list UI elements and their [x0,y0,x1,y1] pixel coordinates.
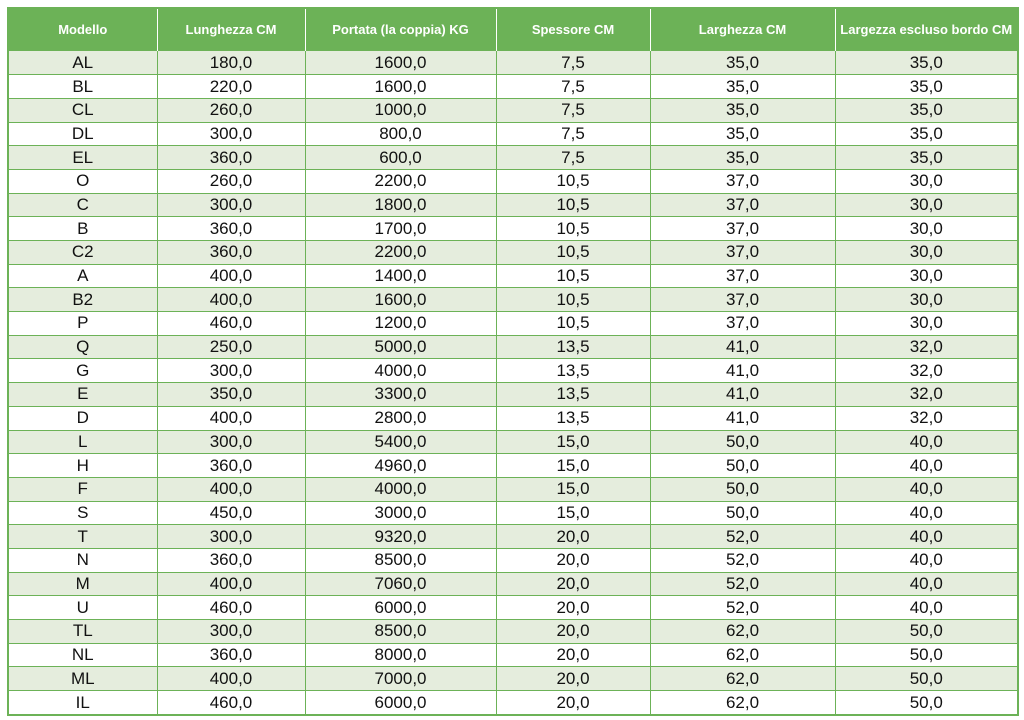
cell-lunghezza: 300,0 [157,620,305,644]
cell-larghezza: 37,0 [650,169,835,193]
cell-larghezza: 41,0 [650,383,835,407]
cell-lunghezza: 180,0 [157,51,305,75]
table-row [9,596,1017,620]
cell-modello: M [9,572,157,596]
cell-portata: 8500,0 [305,620,496,644]
cell-lunghezza: 400,0 [157,477,305,501]
cell-larghezza: 62,0 [650,667,835,691]
column-header-modello: Modello [9,9,157,51]
cell-largezza-escluso-bordo: 30,0 [835,241,1017,265]
table-row [9,525,1017,549]
cell-modello: O [9,169,157,193]
cell-larghezza: 52,0 [650,548,835,572]
table-row [9,477,1017,501]
cell-portata: 2200,0 [305,241,496,265]
cell-largezza-escluso-bordo: 32,0 [835,359,1017,383]
cell-spessore: 20,0 [496,596,650,620]
cell-lunghezza: 360,0 [157,217,305,241]
cell-lunghezza: 260,0 [157,169,305,193]
table-row [9,122,1017,146]
cell-largezza-escluso-bordo: 35,0 [835,98,1017,122]
cell-modello: T [9,525,157,549]
table-row [9,501,1017,525]
cell-portata: 6000,0 [305,596,496,620]
cell-modello: P [9,312,157,336]
cell-larghezza: 41,0 [650,406,835,430]
cell-portata: 1700,0 [305,217,496,241]
table-body [9,51,1017,714]
cell-spessore: 7,5 [496,146,650,170]
cell-lunghezza: 360,0 [157,454,305,478]
table-row [9,169,1017,193]
cell-portata: 800,0 [305,122,496,146]
cell-largezza-escluso-bordo: 30,0 [835,169,1017,193]
cell-lunghezza: 260,0 [157,98,305,122]
cell-spessore: 20,0 [496,643,650,667]
cell-modello: AL [9,51,157,75]
cell-lunghezza: 400,0 [157,406,305,430]
cell-spessore: 13,5 [496,359,650,383]
cell-larghezza: 35,0 [650,75,835,99]
cell-portata: 2200,0 [305,169,496,193]
cell-lunghezza: 400,0 [157,288,305,312]
cell-spessore: 15,0 [496,501,650,525]
table-row [9,643,1017,667]
table-row [9,548,1017,572]
cell-portata: 3300,0 [305,383,496,407]
cell-largezza-escluso-bordo: 50,0 [835,620,1017,644]
cell-largezza-escluso-bordo: 50,0 [835,643,1017,667]
cell-spessore: 10,5 [496,169,650,193]
cell-largezza-escluso-bordo: 40,0 [835,477,1017,501]
header-row [9,9,1017,51]
cell-lunghezza: 450,0 [157,501,305,525]
table-row [9,430,1017,454]
cell-largezza-escluso-bordo: 40,0 [835,454,1017,478]
cell-portata: 4960,0 [305,454,496,478]
cell-largezza-escluso-bordo: 32,0 [835,335,1017,359]
cell-lunghezza: 300,0 [157,359,305,383]
spec-table [9,9,1017,714]
table-row [9,359,1017,383]
cell-spessore: 15,0 [496,477,650,501]
cell-lunghezza: 460,0 [157,312,305,336]
table-row [9,667,1017,691]
cell-lunghezza: 460,0 [157,691,305,715]
cell-portata: 600,0 [305,146,496,170]
cell-spessore: 7,5 [496,75,650,99]
cell-modello: S [9,501,157,525]
cell-larghezza: 37,0 [650,312,835,336]
cell-modello: IL [9,691,157,715]
cell-portata: 5000,0 [305,335,496,359]
cell-spessore: 10,5 [496,241,650,265]
cell-larghezza: 50,0 [650,477,835,501]
cell-spessore: 20,0 [496,572,650,596]
cell-spessore: 15,0 [496,454,650,478]
cell-spessore: 15,0 [496,430,650,454]
table-row [9,217,1017,241]
table-row [9,146,1017,170]
cell-portata: 9320,0 [305,525,496,549]
column-header-spessore: Spessore CM [496,9,650,51]
cell-modello: TL [9,620,157,644]
cell-portata: 1800,0 [305,193,496,217]
cell-spessore: 20,0 [496,620,650,644]
cell-portata: 4000,0 [305,477,496,501]
cell-larghezza: 41,0 [650,359,835,383]
cell-largezza-escluso-bordo: 35,0 [835,51,1017,75]
cell-lunghezza: 220,0 [157,75,305,99]
cell-larghezza: 37,0 [650,288,835,312]
cell-portata: 8000,0 [305,643,496,667]
table-row [9,98,1017,122]
cell-larghezza: 41,0 [650,335,835,359]
cell-modello: BL [9,75,157,99]
table-row [9,406,1017,430]
column-header-larghezza: Larghezza CM [650,9,835,51]
cell-modello: ML [9,667,157,691]
cell-portata: 1600,0 [305,51,496,75]
cell-larghezza: 50,0 [650,454,835,478]
cell-spessore: 7,5 [496,51,650,75]
cell-largezza-escluso-bordo: 35,0 [835,122,1017,146]
table-row [9,335,1017,359]
cell-largezza-escluso-bordo: 30,0 [835,288,1017,312]
cell-largezza-escluso-bordo: 50,0 [835,667,1017,691]
cell-portata: 4000,0 [305,359,496,383]
cell-largezza-escluso-bordo: 40,0 [835,548,1017,572]
cell-modello: B2 [9,288,157,312]
cell-lunghezza: 360,0 [157,146,305,170]
cell-spessore: 20,0 [496,548,650,572]
cell-larghezza: 37,0 [650,217,835,241]
cell-larghezza: 52,0 [650,572,835,596]
cell-spessore: 7,5 [496,98,650,122]
cell-lunghezza: 250,0 [157,335,305,359]
table-row [9,288,1017,312]
cell-lunghezza: 300,0 [157,122,305,146]
cell-modello: F [9,477,157,501]
cell-portata: 1600,0 [305,288,496,312]
table-row [9,312,1017,336]
cell-largezza-escluso-bordo: 50,0 [835,691,1017,715]
cell-spessore: 20,0 [496,667,650,691]
cell-modello: A [9,264,157,288]
cell-lunghezza: 300,0 [157,525,305,549]
cell-spessore: 10,5 [496,312,650,336]
cell-lunghezza: 400,0 [157,667,305,691]
cell-portata: 7000,0 [305,667,496,691]
cell-spessore: 20,0 [496,691,650,715]
cell-spessore: 13,5 [496,335,650,359]
cell-modello: CL [9,98,157,122]
cell-spessore: 20,0 [496,525,650,549]
cell-portata: 3000,0 [305,501,496,525]
table-row [9,264,1017,288]
cell-modello: N [9,548,157,572]
table-row [9,75,1017,99]
cell-largezza-escluso-bordo: 40,0 [835,525,1017,549]
cell-spessore: 10,5 [496,217,650,241]
cell-largezza-escluso-bordo: 32,0 [835,406,1017,430]
cell-larghezza: 37,0 [650,193,835,217]
cell-lunghezza: 360,0 [157,643,305,667]
column-header-lunghezza: Lunghezza CM [157,9,305,51]
cell-largezza-escluso-bordo: 35,0 [835,146,1017,170]
cell-modello: L [9,430,157,454]
cell-modello: DL [9,122,157,146]
table-row [9,51,1017,75]
cell-spessore: 10,5 [496,193,650,217]
cell-portata: 5400,0 [305,430,496,454]
cell-spessore: 13,5 [496,383,650,407]
cell-largezza-escluso-bordo: 35,0 [835,75,1017,99]
table-row [9,620,1017,644]
cell-portata: 1600,0 [305,75,496,99]
cell-modello: D [9,406,157,430]
table-row [9,691,1017,715]
cell-modello: NL [9,643,157,667]
table-row [9,572,1017,596]
cell-largezza-escluso-bordo: 32,0 [835,383,1017,407]
cell-spessore: 13,5 [496,406,650,430]
cell-largezza-escluso-bordo: 40,0 [835,596,1017,620]
cell-portata: 6000,0 [305,691,496,715]
cell-largezza-escluso-bordo: 40,0 [835,572,1017,596]
cell-modello: Q [9,335,157,359]
cell-largezza-escluso-bordo: 30,0 [835,217,1017,241]
cell-larghezza: 37,0 [650,241,835,265]
spec-table-container [7,7,1019,716]
cell-larghezza: 35,0 [650,98,835,122]
cell-larghezza: 35,0 [650,146,835,170]
cell-larghezza: 62,0 [650,691,835,715]
cell-largezza-escluso-bordo: 40,0 [835,501,1017,525]
cell-modello: H [9,454,157,478]
cell-spessore: 10,5 [496,264,650,288]
cell-portata: 1400,0 [305,264,496,288]
cell-larghezza: 35,0 [650,51,835,75]
cell-lunghezza: 360,0 [157,548,305,572]
cell-portata: 1000,0 [305,98,496,122]
cell-largezza-escluso-bordo: 30,0 [835,312,1017,336]
table-row [9,193,1017,217]
cell-larghezza: 52,0 [650,596,835,620]
cell-modello: U [9,596,157,620]
cell-lunghezza: 350,0 [157,383,305,407]
cell-spessore: 10,5 [496,288,650,312]
cell-larghezza: 62,0 [650,643,835,667]
cell-largezza-escluso-bordo: 40,0 [835,430,1017,454]
cell-lunghezza: 400,0 [157,572,305,596]
cell-lunghezza: 460,0 [157,596,305,620]
cell-larghezza: 50,0 [650,430,835,454]
cell-lunghezza: 400,0 [157,264,305,288]
cell-modello: C2 [9,241,157,265]
cell-modello: E [9,383,157,407]
cell-portata: 8500,0 [305,548,496,572]
cell-lunghezza: 300,0 [157,430,305,454]
cell-larghezza: 37,0 [650,264,835,288]
cell-modello: B [9,217,157,241]
cell-lunghezza: 300,0 [157,193,305,217]
table-row [9,454,1017,478]
column-header-portata: Portata (la coppia) KG [305,9,496,51]
table-row [9,383,1017,407]
cell-largezza-escluso-bordo: 30,0 [835,193,1017,217]
cell-larghezza: 35,0 [650,122,835,146]
cell-larghezza: 62,0 [650,620,835,644]
column-header-largezza-escluso-bordo: Largezza escluso bordo CM [835,9,1017,51]
cell-modello: EL [9,146,157,170]
table-header [9,9,1017,51]
cell-largezza-escluso-bordo: 30,0 [835,264,1017,288]
cell-portata: 1200,0 [305,312,496,336]
table-row [9,241,1017,265]
cell-portata: 2800,0 [305,406,496,430]
cell-modello: C [9,193,157,217]
cell-modello: G [9,359,157,383]
cell-portata: 7060,0 [305,572,496,596]
cell-lunghezza: 360,0 [157,241,305,265]
cell-larghezza: 50,0 [650,501,835,525]
cell-larghezza: 52,0 [650,525,835,549]
cell-spessore: 7,5 [496,122,650,146]
